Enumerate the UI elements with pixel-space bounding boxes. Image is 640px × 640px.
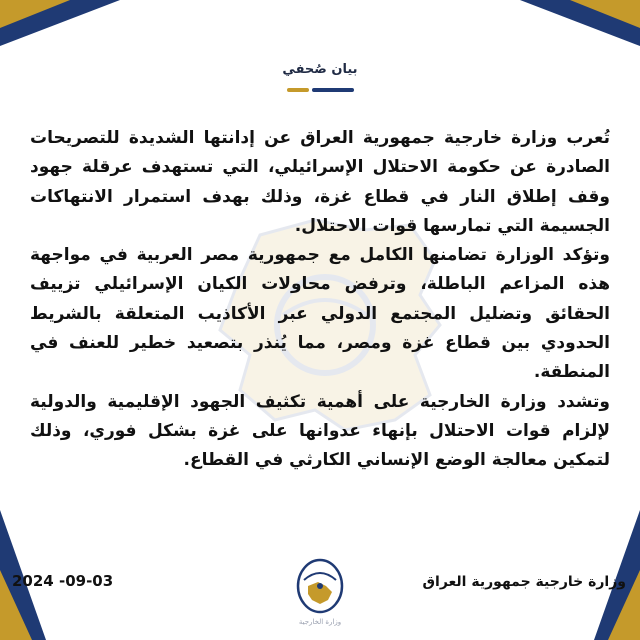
- paragraph-2: وتؤكد الوزارة تضامنها الكامل مع جمهورية مصر العربية في مواجهة هذه المزاعم الباطلة، وترفض محاولات الكيان الإسرائيلي تزييف الحقائق وتضليل المجتمع الدولي عبر الأكاذيب المتعلقة بالشريط الحدودي بين قطاع غزة ومصر، مما يُنذر بتصعيد خطير للعنف في المنطقة.: [30, 245, 610, 383]
- statement-date: 2024 -09-03: [12, 572, 114, 590]
- title-divider: [287, 88, 354, 92]
- organization-name: وزارة خارجية جمهورية العراق: [422, 574, 626, 590]
- logo-caption: وزارة الخارجية: [298, 618, 342, 626]
- page-title: بيان صُحفي: [282, 62, 358, 77]
- paragraph-3: وتشدد وزارة الخارجية على أهمية تكثيف الجهود الإقليمية والدولية لإلزام قوات الاحتلال بإنهاء عدوانها على غزة بشكل فوري، وذلك لتمكين معالجة الوضع الإنساني الكارثي في القطاع.: [30, 391, 610, 471]
- divider-gold-bar: [287, 88, 309, 92]
- corner-decoration-top-left: [0, 0, 120, 46]
- paragraph-1: تُعرب وزارة خارجية جمهورية العراق عن إدانتها الشديدة للتصريحات الصادرة عن حكومة الاحتلال الإسرائيلي، التي تستهدف عرقلة جهود وقف إطلاق النار في قطاع غزة، وذلك بهدف استمرار الانتهاكات الجسيمة التي تمارسها قوات الاحتلال.: [30, 128, 610, 236]
- corner-decoration-top-right: [520, 0, 640, 46]
- header: [0, 62, 640, 96]
- divider-blue-bar: [312, 88, 354, 92]
- statement-body: [30, 124, 610, 476]
